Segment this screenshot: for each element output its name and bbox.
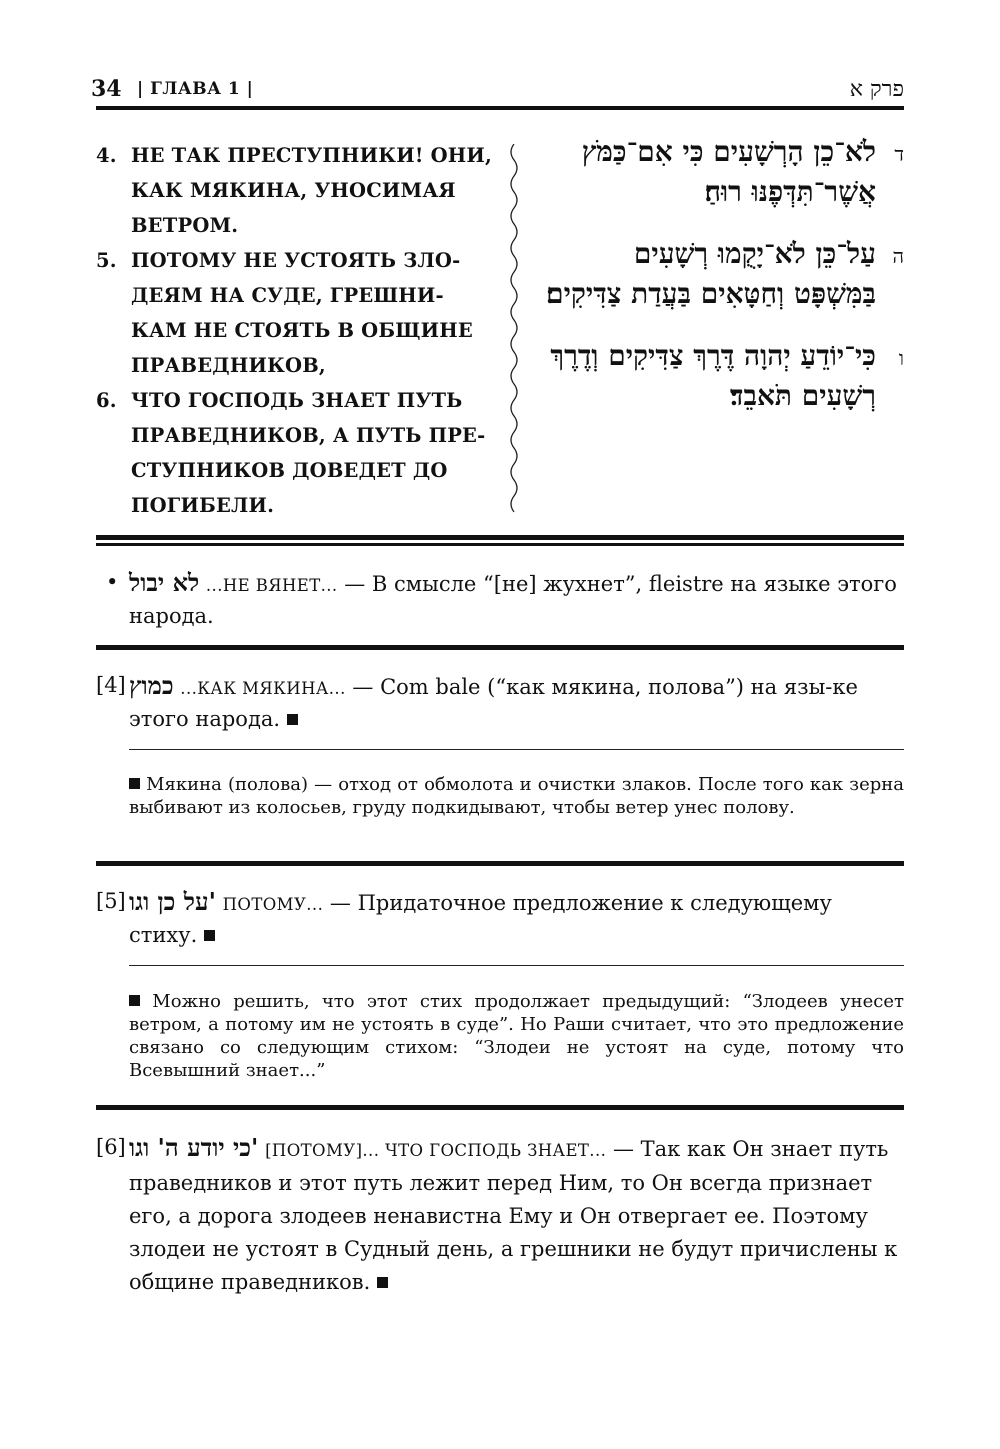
hebrew-lemma: לא יבול [129,568,200,597]
hebrew-verse-text: עַל־כֵּן לֹא־יָקֻמוּ רְשָׁעִים בַּמִּשְׁפָּט וְחַטָּאִים בַּעֲדַת צַדִּיקִים׃ [546,237,876,310]
russian-verses [96,138,496,523]
section-rule [96,645,904,650]
chapter-label: | ГЛАВА 1 | [137,79,254,99]
wavy-column-divider [505,144,523,514]
verse-ru-5: 5. ПОТОМУ НЕ УСТОЯТЬ ЗЛО-ДЕЯМ НА СУДЕ, ГРЕШНИ-КАМ НЕ СТОЯТЬ В ОБЩИНЕ ПРАВЕДНИКОВ, [96,249,473,377]
lemma: ...НЕ ВЯНЕТ... [205,576,338,595]
section-rule [96,861,904,866]
verse-ru-4: 4. НЕ ТАК ПРЕСТУПНИКИ! ОНИ, КАК МЯКИНА, УНОСИМАЯ ВЕТРОМ. [96,144,492,237]
comment-5 [96,886,904,951]
note-text: Мякина (полова) — отход от обмолота и очистки злаков. После того как зерна выбивают из колосьев, груду подкидывают, чтобы ветер унес полову. [129,774,904,818]
comment-tag: [4] [96,673,126,697]
hebrew-verses [544,132,904,438]
note-4 [129,773,904,819]
verse-text: НЕ ТАК ПРЕСТУПНИКИ! ОНИ, КАК МЯКИНА, УНОСИМАЯ ВЕТРОМ. [131,144,492,237]
running-header [91,76,904,102]
verse-ru-6: 6. ЧТО ГОСПОДЬ ЗНАЕТ ПУТЬ ПРАВЕДНИКОВ, А ПУТЬ ПРЕ-СТУПНИКОВ ДОВЕДЕТ ДО ПОГИБЕЛИ. [96,389,486,517]
verse-he-5: ה עַל־כֵּן לֹא־יָקֻמוּ רְשָׁעִים בַּמִּשְׁפָּט וְחַטָּאִים בַּעֲדַת צַדִּיקִים׃ [546,237,904,310]
verse-he-6: ו כִּי־יוֹדֵעַ יְהוָה דֶּרֶךְ צַדִּיקִים וְדֶרֶךְ רְשָׁעִים תֹּאבֵד׃ [550,339,904,412]
verse-text: ПОТОМУ НЕ УСТОЯТЬ ЗЛО-ДЕЯМ НА СУДЕ, ГРЕШНИ-КАМ НЕ СТОЯТЬ В ОБЩИНЕ ПРАВЕДНИКОВ, [131,249,473,377]
page-number: 34 [91,76,122,102]
note-rule [129,965,904,966]
comment-bullet: • לא יבול ...НЕ ВЯНЕТ... — В смысле “[не] жухнет”, fleistre на языке этого народа. [106,568,897,628]
hebrew-verse-text: כִּי־יוֹדֵעַ יְהוָה דֶּרֶךְ צַדִּיקִים וְדֶרֶךְ רְשָׁעִים תֹּאבֵד׃ [550,339,876,412]
section-rule [96,543,904,546]
end-mark-icon [377,1277,388,1288]
end-mark-icon [287,714,298,725]
hebrew-lemma: על כן וגו' [129,887,216,916]
comment-tag: [6] [96,1135,126,1159]
note-rule [129,749,904,750]
comment-tag: [5] [96,889,126,913]
note-mark-icon [129,995,140,1006]
hebrew-lemma: כמוץ [129,671,174,700]
lemma: ПОТОМУ... [222,895,324,914]
note-mark-icon [129,778,140,789]
end-mark-icon [204,930,215,941]
section-rule [96,1105,904,1110]
comment-text: — Придаточное предложение к следующему стиху. [129,891,832,947]
comment-6 [96,1131,904,1299]
lemma: ...КАК МЯКИНА... [180,679,346,698]
hebrew-chapter-label: פרק א [849,77,904,102]
comment-4 [96,670,904,735]
verse-text: ЧТО ГОСПОДЬ ЗНАЕТ ПУТЬ ПРАВЕДНИКОВ, А ПУТЬ ПРЕ-СТУПНИКОВ ДОВЕДЕТ ДО ПОГИБЕЛИ. [131,389,486,517]
header-rule [96,106,904,110]
note-text: Можно решить, что этот стих продолжает предыдущий: “Злодеев унесет ветром, а потому им не устоять в суде”. Но Раши считает, что это предложение связано со следующим стихом: “Злодеи не устоят на суде, потому что Всевышний знает...” [129,991,904,1081]
note-5 [129,990,904,1082]
comment-text: — В смысле “[не] жухнет”, fleistre на языке этого народа. [129,572,897,628]
verse-he-4: ד לֹא־כֵן הָרְשָׁעִים כִּי אִם־כַּמֹּץ אֲשֶׁר־תִּדְּפֶנּוּ רוּחַ׃ [581,135,904,208]
comment-text: — Так как Он знает путь праведников и этот путь лежит перед Ним, то Он всегда признает его, а дорога злодеев ненавистна Ему и Он отвергает ее. Поэтому злодеи не устоят в Судный день, а грешники не будут причислены к общине праведников. [129,1137,898,1294]
section-rule [96,535,904,540]
hebrew-lemma: כי יודע ה' וגו' [129,1133,259,1162]
lemma: [ПОТОМУ]... ЧТО ГОСПОДЬ ЗНАЕТ... [265,1141,607,1160]
comment-text: — Com bale (“как мякина, полова”) на язы-ке этого народа. [129,675,858,731]
hebrew-verse-text: לֹא־כֵן הָרְשָׁעִים כִּי אִם־כַּמֹּץ אֲשֶׁר־תִּדְּפֶנּוּ רוּחַ׃ [581,135,876,208]
